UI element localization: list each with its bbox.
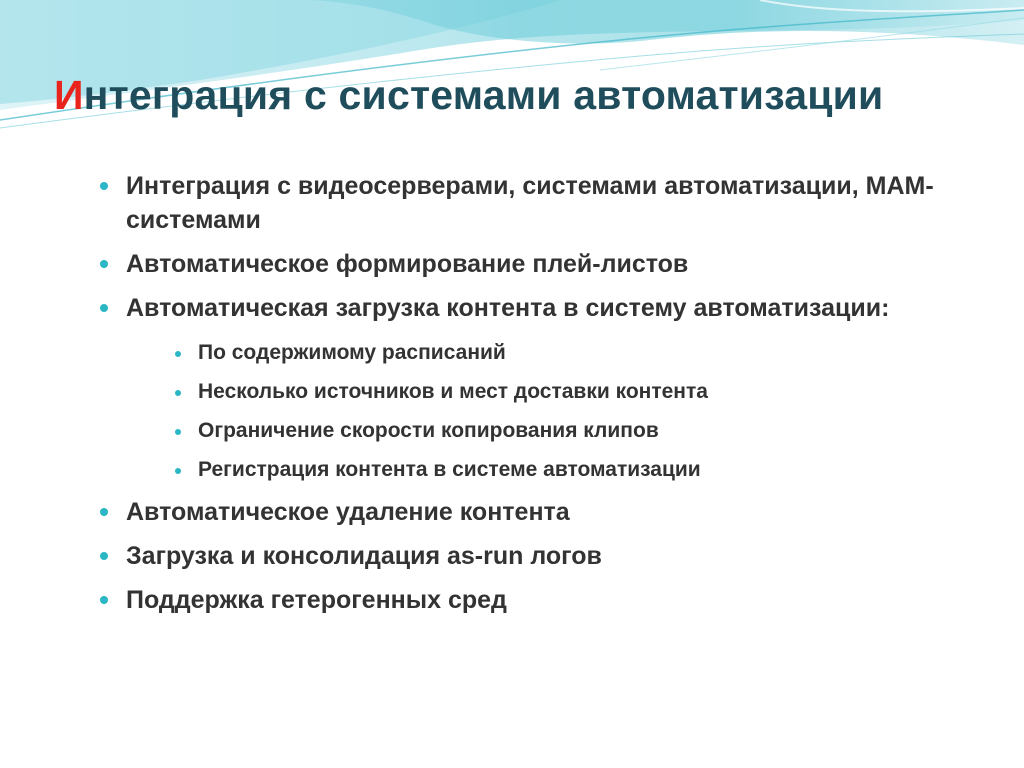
sub-bullet-dot-icon bbox=[175, 468, 181, 474]
bullet-item bbox=[96, 583, 976, 617]
bullet-dot-icon bbox=[100, 182, 108, 190]
bullet-dot-icon bbox=[100, 596, 108, 604]
bullet-dot-icon bbox=[100, 552, 108, 560]
slide-title-accent-letter: И bbox=[54, 72, 84, 118]
header-wave-decoration bbox=[0, 0, 1024, 140]
bullet-text: Автоматическое формирование плей-листов bbox=[126, 250, 689, 278]
bullet-list bbox=[96, 169, 976, 627]
bullet-item bbox=[96, 247, 976, 281]
sub-bullet-dot-icon bbox=[175, 351, 181, 357]
sub-bullet-list bbox=[172, 339, 1022, 484]
bullet-dot-icon bbox=[100, 508, 108, 516]
bullet-text: Автоматическая загрузка контента в систему автоматизации: bbox=[126, 294, 890, 322]
bullet-item bbox=[96, 169, 976, 237]
bullet-text: Автоматическое удаление контента bbox=[126, 498, 570, 526]
slide-title-text: нтеграция с системами автоматизации bbox=[83, 72, 884, 118]
sub-bullet-text: Несколько источников и мест доставки контента bbox=[198, 380, 708, 403]
sub-bullet-dot-icon bbox=[175, 390, 181, 396]
bullet-text: Интеграция с видеосерверами, системами автоматизации, MAM-системами bbox=[126, 172, 934, 234]
bullet-dot-icon bbox=[100, 304, 108, 312]
bullet-dot-icon bbox=[100, 260, 108, 268]
sub-bullet-text: Регистрация контента в системе автоматизации bbox=[198, 458, 701, 481]
sub-bullet-text: Ограничение скорости копирования клипов bbox=[198, 419, 659, 442]
bullet-item bbox=[96, 291, 976, 484]
sub-bullet-item bbox=[172, 456, 1022, 484]
sub-bullet-item bbox=[172, 417, 1022, 445]
bullet-item bbox=[96, 495, 976, 529]
sub-bullet-item bbox=[172, 339, 1022, 367]
bullet-item bbox=[96, 539, 976, 573]
bullet-text: Поддержка гетерогенных сред bbox=[126, 586, 507, 614]
bullet-text: Загрузка и консолидация as-run логов bbox=[126, 542, 602, 570]
sub-bullet-text: По содержимому расписаний bbox=[198, 341, 506, 364]
sub-bullet-item bbox=[172, 378, 1022, 406]
slide-title bbox=[54, 72, 883, 119]
sub-bullet-dot-icon bbox=[175, 429, 181, 435]
